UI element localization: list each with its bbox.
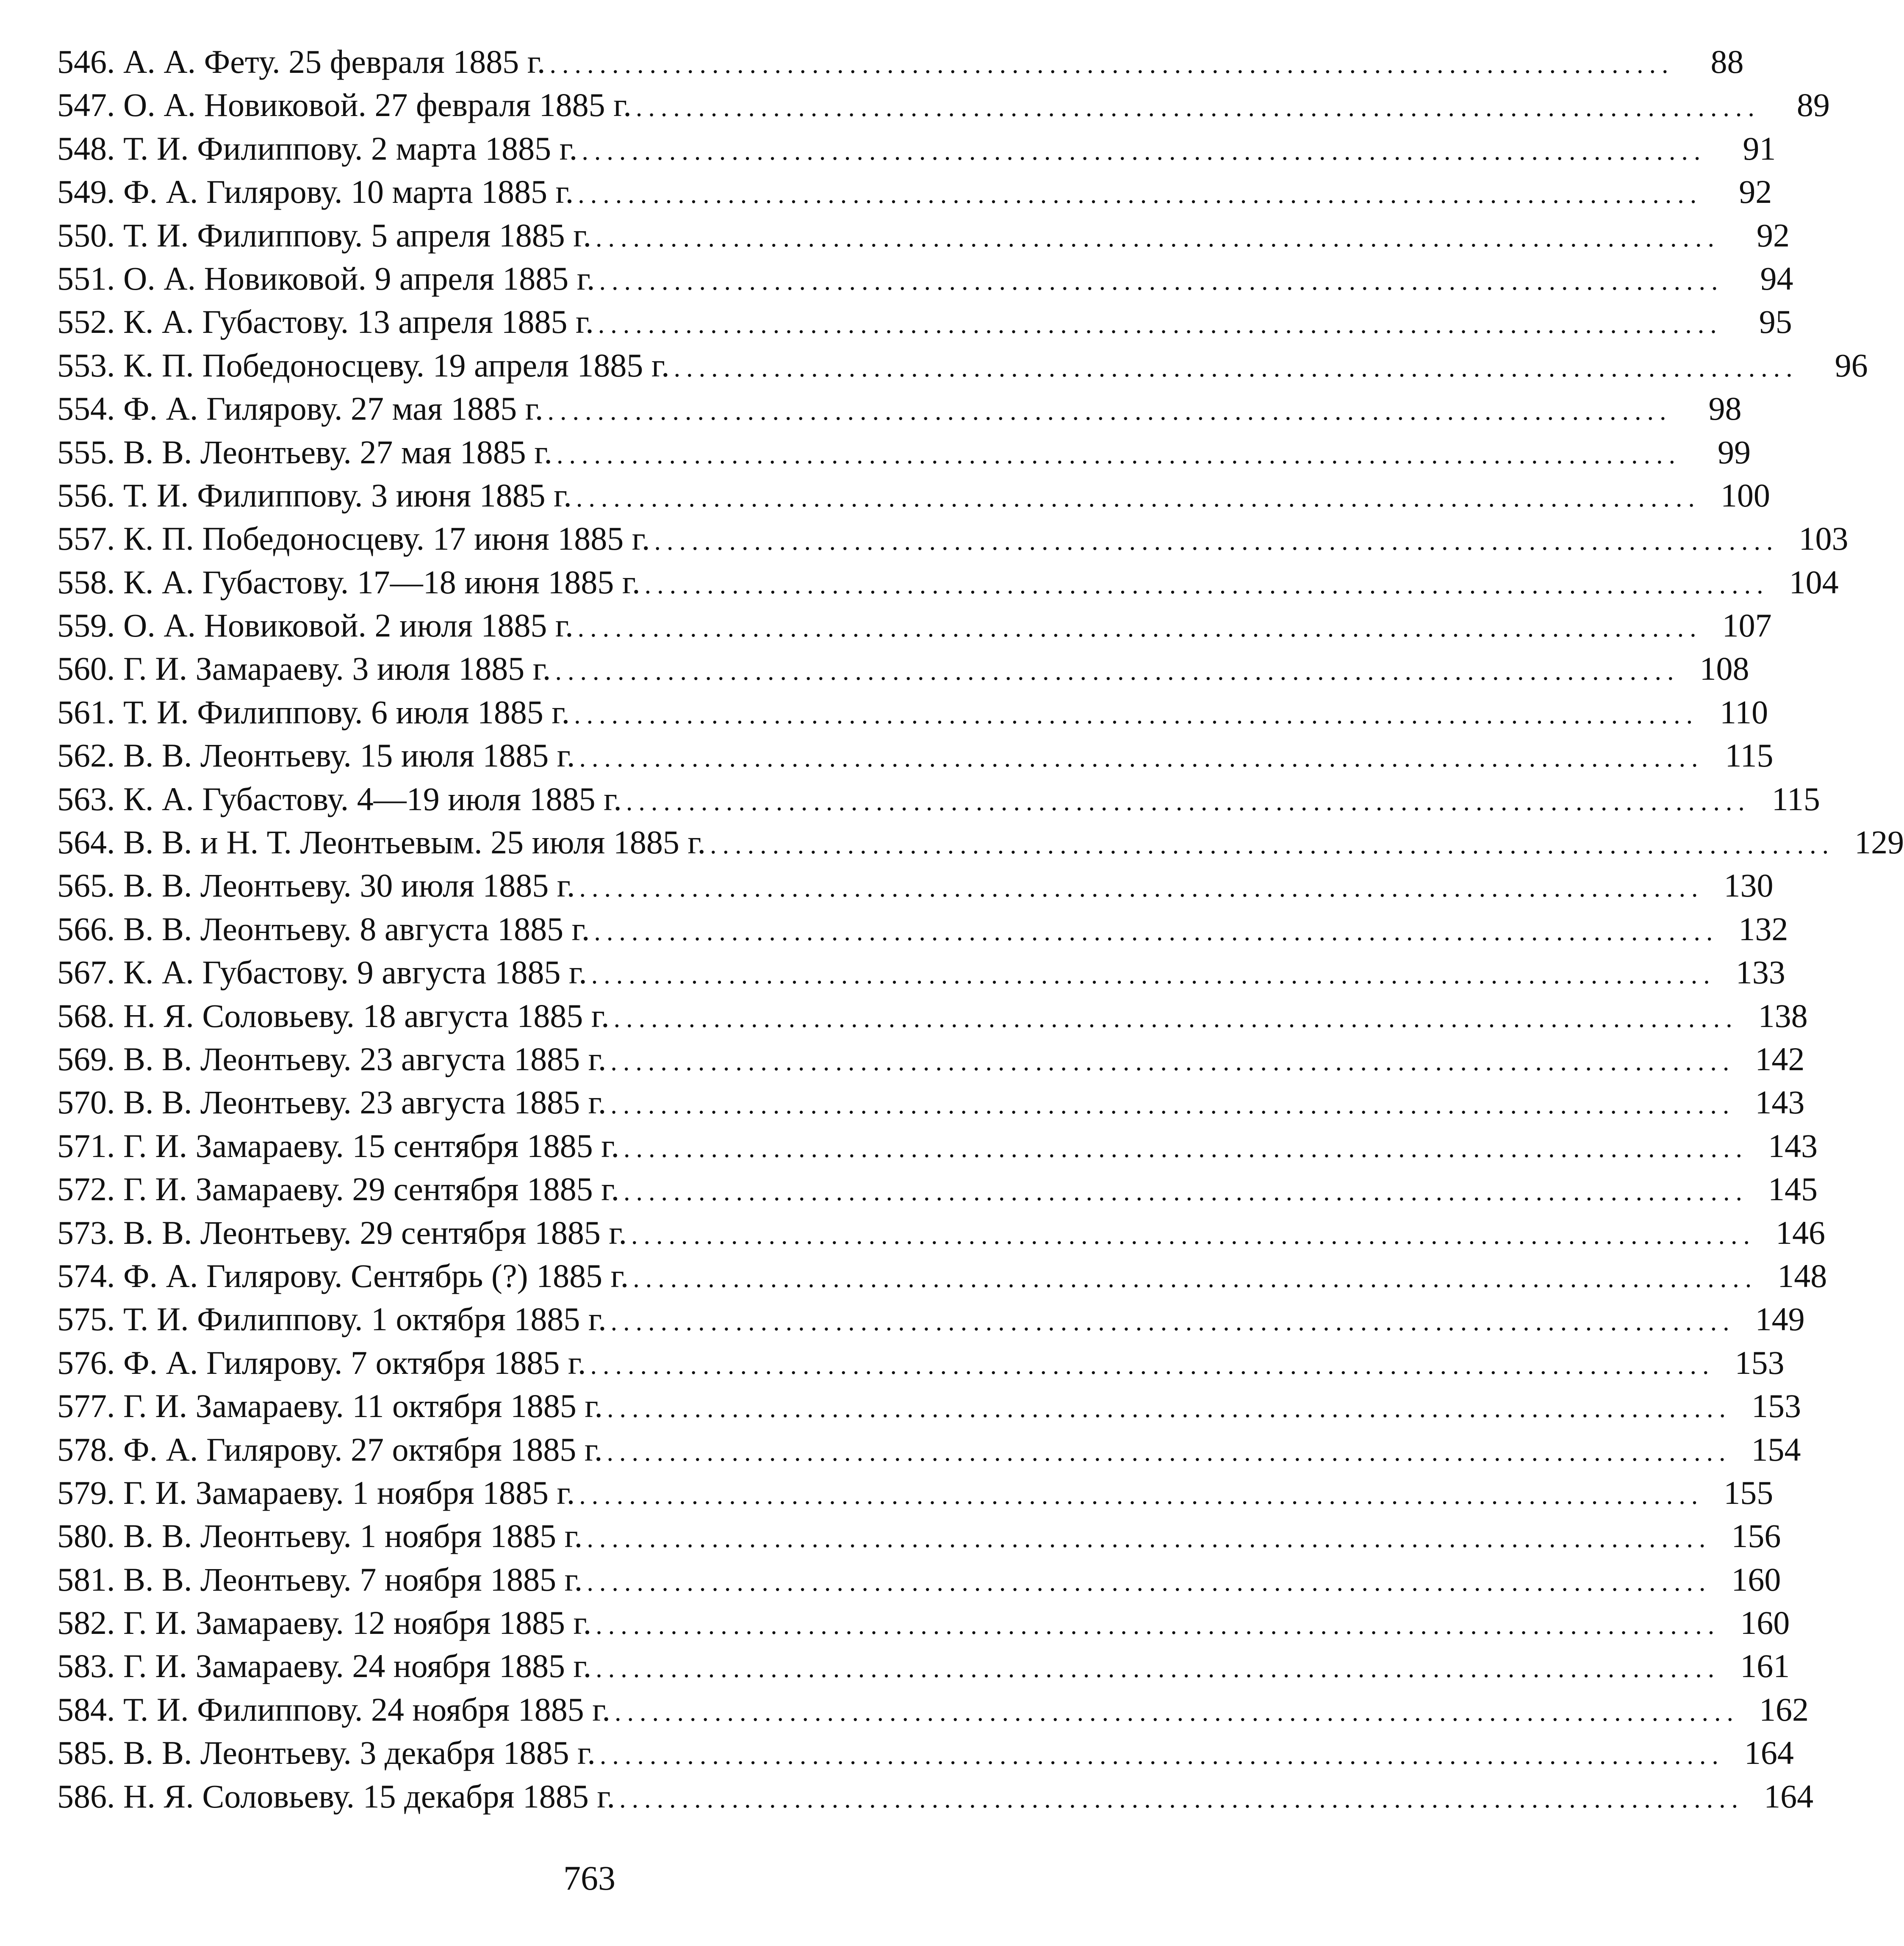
dot-leader: .......................................................................................... xyxy=(587,1524,1712,1553)
toc-entry xyxy=(57,40,1744,83)
toc-entry-title: 557. К. П. Победоносцеву. 17 июня 1885 г. xyxy=(57,520,650,557)
dot-leader: .......................................................................................... xyxy=(610,1307,1735,1337)
toc-entry-title: 562. В. В. Леонтьеву. 15 июля 1885 г. xyxy=(57,737,575,774)
toc-entry-title: 571. Г. И. Замараеву. 15 сентября 1885 г. xyxy=(57,1127,619,1164)
dot-leader: .......................................................................................... xyxy=(556,440,1681,469)
toc-entry-title: 583. Г. И. Замараеву. 24 ноября 1885 г. xyxy=(57,1647,592,1685)
dot-leader: .......................................................................................... xyxy=(635,93,1760,122)
toc-entry-page: 162 xyxy=(1759,1691,1809,1728)
dot-leader: .......................................................................................... xyxy=(579,1481,1704,1510)
toc-entry-page: 143 xyxy=(1755,1084,1805,1121)
toc-entry-title: 554. Ф. А. Гилярову. 27 мая 1885 г. xyxy=(57,390,543,427)
dot-leader: .......................................................................................... xyxy=(574,700,1699,729)
dot-leader: .......................................................................................... xyxy=(654,527,1779,556)
dot-leader: .......................................................................................... xyxy=(582,136,1707,166)
toc-entry xyxy=(57,994,1808,1038)
toc-entry-title: 567. К. А. Губастову. 9 августа 1885 г. xyxy=(57,954,587,991)
toc-entry xyxy=(57,1298,1805,1341)
toc-entry-page: 142 xyxy=(1755,1040,1805,1077)
toc-entry-title: 559. О. А. Новиковой. 2 июля 1885 г. xyxy=(57,607,574,644)
dot-leader: .......................................................................................... xyxy=(576,483,1701,512)
toc-entry xyxy=(57,257,1793,300)
toc-entry xyxy=(57,1428,1801,1471)
toc-entry-title: 560. Г. И. Замараеву. 3 июля 1885 г. xyxy=(57,650,551,687)
toc-entry-title: 578. Ф. А. Гилярову. 27 октября 1885 г. xyxy=(57,1431,603,1468)
toc-entry xyxy=(57,1775,1814,1818)
dot-leader: .......................................................................................... xyxy=(579,874,1704,903)
toc-entry-title: 565. В. В. Леонтьеву. 30 июля 1885 г. xyxy=(57,867,575,904)
toc-entry-title: 548. Т. И. Филиппову. 2 марта 1885 г. xyxy=(57,130,578,167)
toc-entry xyxy=(57,517,1849,560)
toc-entry xyxy=(57,1471,1774,1514)
toc-entry-title: 586. Н. Я. Соловьеву. 15 декабря 1885 г. xyxy=(57,1777,615,1815)
dot-leader: .......................................................................................... xyxy=(591,961,1716,990)
toc-entry-title: 564. В. В. и Н. Т. Леонтьевым. 25 июля 1885 г. xyxy=(57,824,706,861)
toc-entry xyxy=(57,1384,1801,1428)
dot-leader: .......................................................................................... xyxy=(644,570,1769,599)
toc-entry-title: 585. В. В. Леонтьеву. 3 декабря 1885 г. xyxy=(57,1734,596,1772)
toc-entry-title: 580. В. В. Леонтьеву. 1 ноября 1885 г. xyxy=(57,1517,583,1555)
toc-entry-page: 110 xyxy=(1720,693,1768,731)
page-number: 763 xyxy=(563,1859,615,1897)
dot-leader: .......................................................................................... xyxy=(631,1221,1756,1250)
dot-leader: .......................................................................................... xyxy=(596,1654,1721,1683)
toc-entry-page: 153 xyxy=(1735,1344,1785,1381)
toc-entry xyxy=(57,83,1830,127)
toc-entry-title: 574. Ф. А. Гилярову. Сентябрь (?) 1885 г. xyxy=(57,1257,629,1294)
toc-entry-page: 92 xyxy=(1739,173,1772,210)
toc-entry-page: 115 xyxy=(1771,780,1820,817)
toc-entry-page: 92 xyxy=(1757,216,1790,254)
toc-entry xyxy=(57,1644,1790,1688)
toc-entry-title: 552. К. А. Губастову. 13 апреля 1885 г. xyxy=(57,303,594,340)
toc-entry-title: 577. Г. И. Замараеву. 11 октября 1885 г. xyxy=(57,1387,603,1425)
toc-entry-page: 115 xyxy=(1725,737,1774,774)
toc-entry xyxy=(57,214,1790,257)
toc-entry-page: 88 xyxy=(1710,43,1744,80)
toc-entry-page: 96 xyxy=(1835,346,1868,384)
toc-entry xyxy=(57,604,1772,647)
toc-entry-title: 546. А. А. Фету. 25 февраля 1885 г. xyxy=(57,43,546,80)
toc-entry-title: 558. К. А. Губастову. 17—18 июня 1885 г. xyxy=(57,563,640,601)
toc-entry-page: 146 xyxy=(1776,1214,1826,1251)
toc-entry-page: 104 xyxy=(1789,563,1839,601)
toc-entry-page: 95 xyxy=(1759,303,1792,340)
toc-entry xyxy=(57,1601,1790,1644)
dot-leader: .......................................................................................... xyxy=(607,1437,1732,1467)
dot-leader: .......................................................................................... xyxy=(594,917,1719,946)
toc-entry-page: 161 xyxy=(1740,1647,1790,1685)
toc-entry xyxy=(57,908,1788,951)
toc-entry-title: 555. В. В. Леонтьеву. 27 мая 1885 г. xyxy=(57,433,552,471)
toc-entry-page: 98 xyxy=(1708,390,1742,427)
toc-entry-title: 556. Т. И. Филиппову. 3 июня 1885 г. xyxy=(57,476,572,514)
toc-entry-page: 149 xyxy=(1755,1301,1805,1338)
toc-entry xyxy=(57,647,1749,690)
dot-leader: .......................................................................................... xyxy=(607,1394,1732,1423)
toc-entry xyxy=(57,170,1772,213)
toc-entry xyxy=(57,1731,1794,1774)
dot-leader: .......................................................................................... xyxy=(613,1004,1738,1033)
toc-entry-page: 129 xyxy=(1854,824,1904,861)
toc-entry xyxy=(57,300,1792,343)
toc-entry-title: 570. В. В. Леонтьеву. 23 августа 1885 г. xyxy=(57,1084,607,1121)
dot-leader: .......................................................................................... xyxy=(610,1091,1735,1120)
dot-leader: .......................................................................................... xyxy=(624,1134,1748,1163)
toc-entry-page: 132 xyxy=(1738,910,1788,947)
dot-leader: .......................................................................................... xyxy=(555,657,1680,686)
toc-entry-page: 148 xyxy=(1777,1257,1827,1294)
toc-entry xyxy=(57,778,1820,821)
toc-entry-title: 551. О. А. Новиковой. 9 апреля 1885 г. xyxy=(57,260,595,297)
toc-entry-page: 94 xyxy=(1760,260,1793,297)
toc-entry-title: 579. Г. И. Замараеву. 1 ноября 1885 г. xyxy=(57,1474,575,1511)
dot-leader: .......................................................................................... xyxy=(578,180,1703,209)
toc-entry-page: 138 xyxy=(1758,997,1808,1034)
toc-entry xyxy=(57,127,1776,170)
toc-entry-page: 99 xyxy=(1717,433,1751,471)
toc-entry-page: 103 xyxy=(1799,520,1849,557)
toc-entry-title: 581. В. В. Леонтьеву. 7 ноября 1885 г. xyxy=(57,1561,583,1598)
toc-entry-title: 561. Т. И. Филиппову. 6 июля 1885 г. xyxy=(57,693,570,731)
toc-entry-page: 155 xyxy=(1724,1474,1774,1511)
toc-entry xyxy=(57,1211,1826,1254)
toc-entry-page: 107 xyxy=(1722,607,1772,644)
toc-entry xyxy=(57,387,1742,430)
dot-leader: .......................................................................................... xyxy=(590,1351,1715,1380)
toc-entry xyxy=(57,734,1774,777)
toc-entry xyxy=(57,1124,1818,1168)
dot-leader: .......................................................................................... xyxy=(624,1177,1748,1207)
toc-entry-title: 573. В. В. Леонтьеву. 29 сентября 1885 г. xyxy=(57,1214,627,1251)
toc-entry-page: 153 xyxy=(1752,1387,1801,1425)
toc-entry-title: 575. Т. И. Филиппову. 1 октября 1885 г. xyxy=(57,1301,607,1338)
toc-entry xyxy=(57,821,1904,864)
toc-entry xyxy=(57,1341,1785,1384)
toc-entry xyxy=(57,344,1868,387)
toc-entry-title: 550. Т. И. Филиппову. 5 апреля 1885 г. xyxy=(57,216,591,254)
toc-entry xyxy=(57,561,1839,604)
toc-entry-page: 160 xyxy=(1740,1604,1790,1642)
toc-entry-page: 160 xyxy=(1731,1561,1781,1598)
toc-entry xyxy=(57,1558,1781,1601)
toc-entry xyxy=(57,431,1751,474)
dot-leader: .......................................................................................... xyxy=(599,266,1724,296)
dot-leader: .......................................................................................... xyxy=(598,310,1723,339)
dot-leader: .......................................................................................... xyxy=(596,1611,1721,1640)
toc-entry-title: 549. Ф. А. Гилярову. 10 марта 1885 г. xyxy=(57,173,574,210)
toc-entry-page: 143 xyxy=(1768,1127,1818,1164)
dot-leader: .......................................................................................... xyxy=(596,223,1720,252)
toc-entry xyxy=(57,1514,1781,1558)
toc-entry-page: 164 xyxy=(1764,1777,1814,1815)
toc-entry xyxy=(57,951,1785,994)
toc-entry-page: 108 xyxy=(1699,650,1749,687)
toc-entry xyxy=(57,691,1768,734)
toc-entry-title: 547. О. А. Новиковой. 27 февраля 1885 г. xyxy=(57,86,632,124)
toc-entry xyxy=(57,1168,1818,1211)
toc-entry-page: 156 xyxy=(1731,1517,1781,1555)
toc-entry-page: 164 xyxy=(1744,1734,1794,1772)
dot-leader: .......................................................................................... xyxy=(579,744,1704,773)
toc-entry xyxy=(57,1038,1805,1081)
toc-entry xyxy=(57,474,1770,517)
toc-entry-title: 572. Г. И. Замараеву. 29 сентября 1885 г. xyxy=(57,1171,619,1208)
dot-leader: .......................................................................................... xyxy=(549,50,1674,79)
dot-leader: .......................................................................................... xyxy=(610,1047,1735,1076)
dot-leader: .......................................................................................... xyxy=(619,1784,1744,1813)
toc-entry xyxy=(57,864,1774,907)
dot-leader: .......................................................................................... xyxy=(577,614,1702,643)
toc-entry-title: 569. В. В. Леонтьеву. 23 августа 1885 г. xyxy=(57,1040,607,1077)
toc-entry-title: 582. Г. И. Замараеву. 12 ноября 1885 г. xyxy=(57,1604,592,1642)
toc-entry-page: 130 xyxy=(1724,867,1774,904)
dot-leader: .......................................................................................... xyxy=(547,397,1672,426)
dot-leader: .......................................................................................... xyxy=(599,1741,1724,1770)
toc-entry-page: 89 xyxy=(1796,86,1830,124)
toc-entry-title: 576. Ф. А. Гилярову. 7 октября 1885 г. xyxy=(57,1344,586,1381)
dot-leader: .......................................................................................... xyxy=(673,353,1799,382)
dot-leader: .......................................................................................... xyxy=(710,830,1835,860)
dot-leader: .......................................................................................... xyxy=(587,1567,1712,1597)
dot-leader: .......................................................................................... xyxy=(614,1697,1739,1727)
toc-entry-title: 568. Н. Я. Соловьеву. 18 августа 1885 г. xyxy=(57,997,610,1034)
toc-entry-title: 566. В. В. Леонтьеву. 8 августа 1885 г. xyxy=(57,910,590,947)
toc-entry-page: 145 xyxy=(1768,1171,1818,1208)
toc-entry-title: 563. К. А. Губастову. 4—19 июля 1885 г. xyxy=(57,780,622,817)
toc-entry xyxy=(57,1081,1805,1124)
dot-leader: .......................................................................................... xyxy=(626,787,1751,816)
toc-entry-title: 584. Т. И. Филиппову. 24 ноября 1885 г. xyxy=(57,1691,610,1728)
toc-entry-page: 154 xyxy=(1751,1431,1801,1468)
toc-entry-page: 133 xyxy=(1735,954,1785,991)
toc-entry-title: 553. К. П. Победоносцеву. 19 апреля 1885 г. xyxy=(57,346,670,384)
table-of-contents xyxy=(57,40,1904,1818)
dot-leader: .......................................................................................... xyxy=(633,1264,1758,1293)
toc-entry xyxy=(57,1254,1827,1298)
toc-entry-page: 91 xyxy=(1743,130,1776,167)
toc-entry-page: 100 xyxy=(1720,476,1770,514)
toc-entry xyxy=(57,1688,1809,1731)
